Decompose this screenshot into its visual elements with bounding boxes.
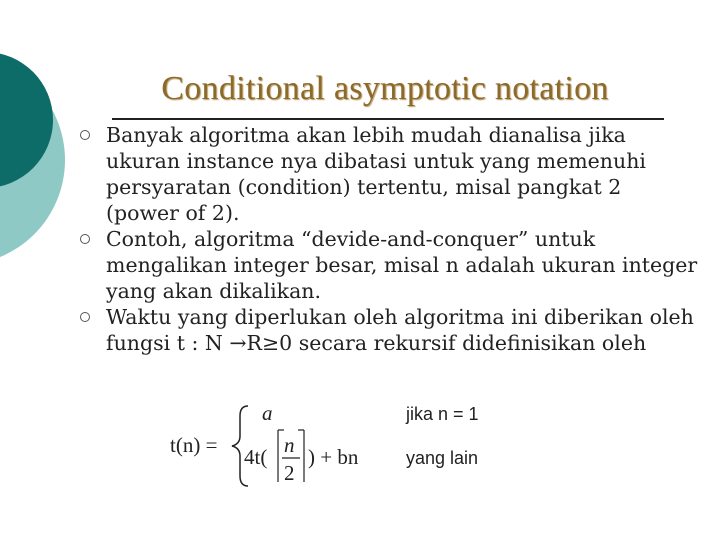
bullet-text: Contoh, algoritma “devide-and-conquer” untuk mengalikan integer besar, misal n adalah ukuran integer yang akan dikalikan. — [106, 227, 698, 303]
bullet-item — [78, 226, 698, 304]
fraction-denominator: 2 — [284, 461, 295, 485]
bullet-item — [78, 304, 698, 356]
case1-condition: jika n = 1 — [406, 404, 479, 424]
bullet-circle-icon — [80, 130, 90, 140]
bullet-text: Banyak algoritma akan lebih mudah dianalisa jika ukuran instance nya dibatasi untuk yang memenuhi persyaratan (condition) tertentu, misal pangkat 2 (power of 2). — [106, 123, 646, 225]
bullet-list — [78, 122, 698, 356]
formula-lhs: t(n) = — [170, 433, 218, 457]
case1-expression: a — [262, 401, 273, 425]
recurrence-formula — [170, 400, 530, 490]
bullet-item — [78, 122, 698, 226]
bullet-circle-icon — [80, 312, 90, 322]
fraction-numerator: n — [284, 433, 295, 457]
case2-condition: yang lain — [406, 448, 479, 468]
bullet-text: Waktu yang diperlukan oleh algoritma ini diberikan oleh fungsi t : N →R≥0 secara rekursif didefinisikan oleh — [106, 305, 694, 355]
title-underline — [112, 118, 664, 120]
case2-suffix: ) + bn — [308, 445, 359, 469]
slide-title: Conditional asymptotic notation — [161, 70, 609, 107]
case2-prefix: 4t( — [244, 445, 268, 469]
bullet-circle-icon — [80, 234, 90, 244]
